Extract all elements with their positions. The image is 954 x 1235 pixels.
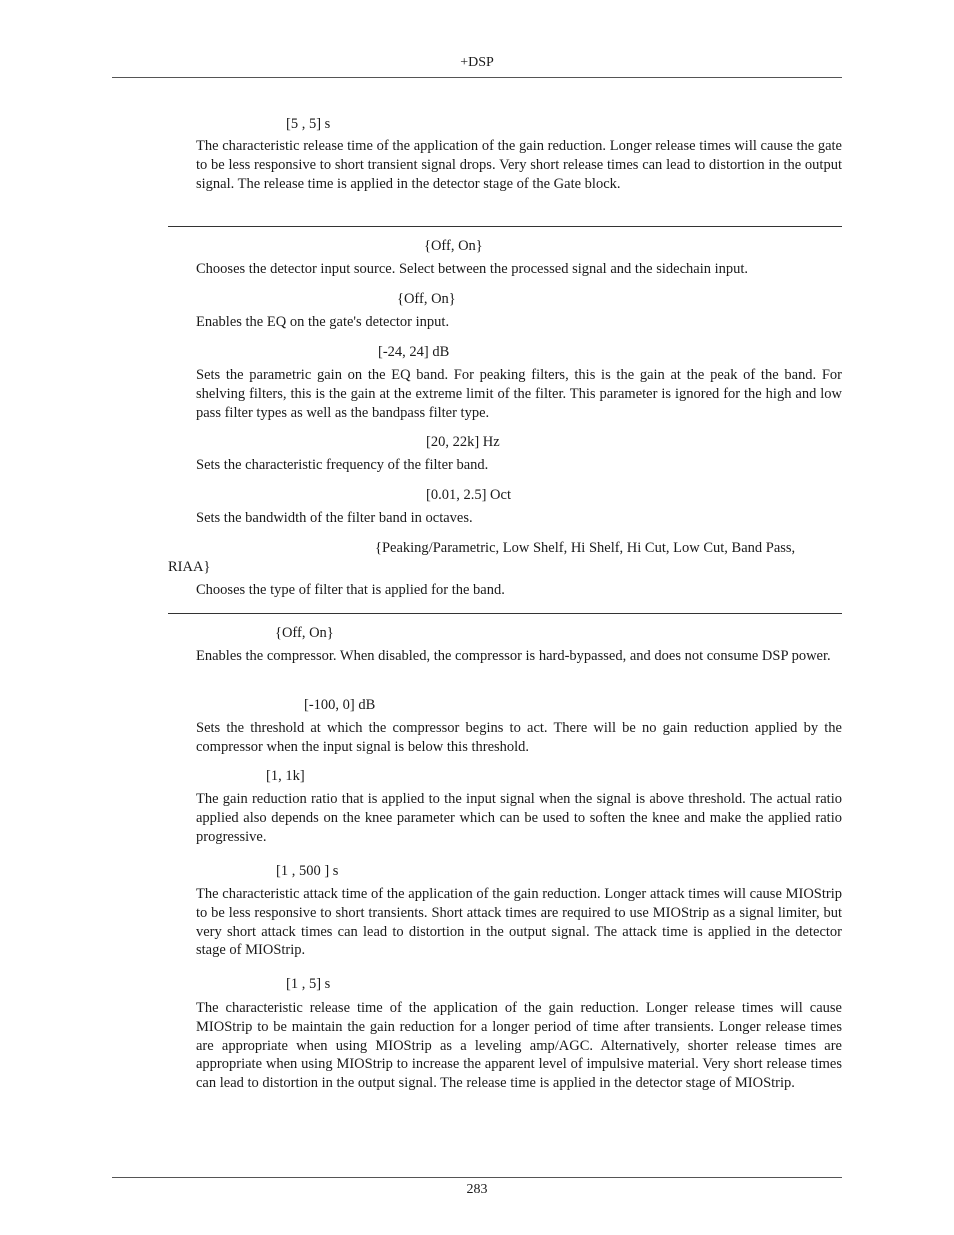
param-range: {Off, On} [424,238,483,254]
param-range: [1 , 500 ] s [276,863,339,879]
running-header: +DSP [460,55,494,70]
param-description: Enables the EQ on the gate's detector input. [196,314,450,330]
param-range: {Peaking/Parametric, Low Shelf, Hi Shelf, Hi Cut, Low Cut, Band Pass, [375,540,796,556]
param-range: [5 , 5] s [286,116,331,132]
page-number: 283 [466,1182,488,1197]
param-range: [1, 1k] [266,768,305,784]
param-range: [0.01, 2.5] Oct [426,487,511,503]
param-range: {Off, On} [397,291,456,307]
param-description: Sets the bandwidth of the filter band in octaves. [196,510,473,526]
header-rule [112,77,842,78]
param-range: [-100, 0] dB [304,697,376,713]
section-divider [168,613,842,614]
param-description: Sets the characteristic frequency of the filter band. [196,457,489,473]
param-range: {Off, On} [275,625,334,641]
section-divider [168,226,842,227]
param-range: [-24, 24] dB [378,344,450,360]
param-description: The characteristic release time of the application of the gain reduction. Longer release times will cause MIOStrip to be maintain the gain reduction for a longer period of time after transients. Longer release times are appropriate when using MIOStrip as a leveling amp/AGC. Alternatively, shorter release times are appropriate when using MIOStrip to increase the apparent level of impulsive material. Very short release times can lead to distortion in the output signal. The release time is applied in the detector stage of MIOStrip. [196,1000,842,1092]
param-description: The characteristic attack time of the application of the gain reduction. Longer attack times will cause MIOStrip to be less responsive to short transients. Short attack times are required to use MIOStrip as a signal limiter, but very short attack times can lead to distortion in the output signal. The attack time is applied in the detector stage of MIOStrip. [196,886,842,959]
param-description: Chooses the detector input source. Select between the processed signal and the sidechain input. [196,261,749,277]
param-description: Sets the parametric gain on the EQ band. For peaking filters, this is the gain at the peak of the band. For shelving filters, this is the gain at the extreme limit of the filter. This parameter is ignored for the high and low pass filter types as well as the bandpass filter type. [196,367,842,421]
param-description: Chooses the type of filter that is applied for the band. [196,582,505,598]
param-description: The gain reduction ratio that is applied to the input signal when the signal is above threshold. The actual ratio applied also depends on the knee parameter which can be used to soften the knee and make the applied ratio progressive. [196,791,842,845]
param-range: [20, 22k] Hz [426,434,500,450]
footer-rule [112,1177,842,1178]
param-description: Sets the threshold at which the compressor begins to act. There will be no gain reduction applied by the compressor when the input signal is below this threshold. [196,720,842,755]
param-range-continuation: RIAA} [168,559,211,575]
param-range: [1 , 5] s [286,976,331,992]
param-description: Enables the compressor. When disabled, the compressor is hard-bypassed, and does not consume DSP power. [196,648,831,664]
param-description: The characteristic release time of the application of the gain reduction. Longer release times will cause the gate to be less responsive to short transient signal drops. Very short release times can lead to distortion in the output signal. The release time is applied in the detector stage of the Gate block. [196,138,842,192]
